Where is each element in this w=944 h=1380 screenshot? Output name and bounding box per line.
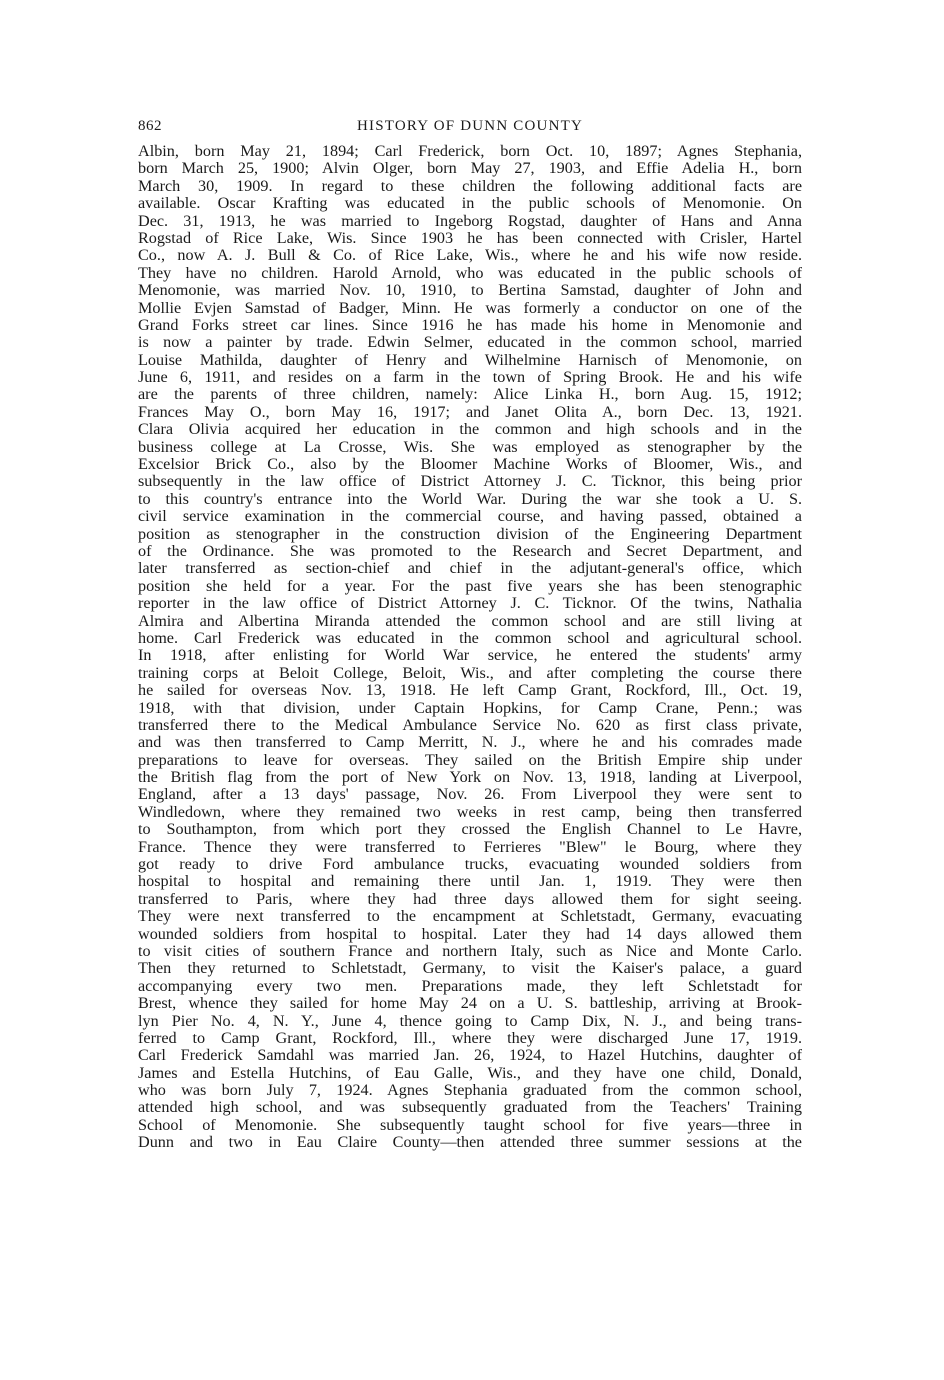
text-line: of the Ordinance. She was promoted to the Research and Secret Department, and: [138, 542, 802, 560]
text-line: Louise Mathilda, daughter of Henry and Wilhelmine Harnisch of Menomonie, on: [138, 351, 802, 369]
text-line: Frances May O., born May 16, 1917; and Janet Olita A., born Dec. 13, 1921.: [138, 403, 802, 421]
text-line: he sailed for overseas Nov. 13, 1918. He left Camp Grant, Rockford, Ill., Oct. 19,: [138, 682, 802, 700]
text-line: Grand Forks street car lines. Since 1916 he has made his home in Menomonie and: [138, 316, 802, 334]
text-line: Menomonie, was married Nov. 10, 1910, to Bertina Samstad, daughter of John and: [138, 282, 802, 300]
text-line: wounded soldiers from hospital to hospital. Later they had 14 days allowed them: [138, 925, 802, 943]
text-line: lyn Pier No. 4, N. Y., June 4, thence going to Camp Dix, N. J., and being trans-: [138, 1012, 802, 1030]
text-line: civil service examination in the commercial course, and having passed, obtained a: [138, 508, 802, 526]
page-number: 862: [138, 118, 162, 134]
text-line: Then they returned to Schletstadt, Germany, to visit the Kaiser's palace, a guard: [138, 960, 802, 978]
text-line: June 6, 1911, and resides on a farm in the town of Spring Brook. He and his wife: [138, 369, 802, 387]
text-line: Almira and Albertina Miranda attended the common school and are still living at: [138, 612, 802, 630]
text-line: France. Thence they were transferred to Ferrieres "Blew" le Bourg, where they: [138, 838, 802, 856]
text-line: home. Carl Frederick was educated in the common school and agricultural school.: [138, 629, 802, 647]
text-line: later transferred as section-chief and chief in the adjutant-general's office, which: [138, 560, 802, 578]
text-line: transferred there to the Medical Ambulance Service No. 620 as first class private,: [138, 716, 802, 734]
text-line: preparations to leave for overseas. They sailed on the British Empire ship under: [138, 751, 802, 769]
text-line: Windledown, where they remained two weeks in rest camp, being then transferred: [138, 803, 802, 821]
text-line: Carl Frederick Samdahl was married Jan. 26, 1924, to Hazel Hutchins, daughter of: [138, 1047, 802, 1065]
text-line: Rogstad of Rice Lake, Wis. Since 1903 he has been connected with Crisler, Hartel: [138, 229, 802, 247]
text-line: to visit cities of southern France and northern Italy, such as Nice and Monte Carlo.: [138, 942, 802, 960]
text-line: They were next transferred to the encampment at Schletstadt, Germany, evacuating: [138, 908, 802, 926]
text-line: ferred to Camp Grant, Rockford, Ill., where they were discharged June 17, 1919.: [138, 1029, 802, 1047]
text-line: available. Oscar Krafting was educated in the public schools of Menomonie. On: [138, 195, 802, 213]
text-line: who was born July 7, 1924. Agnes Stephania graduated from the common school,: [138, 1082, 802, 1100]
text-line: In 1918, after enlisting for World War service, he entered the students' army: [138, 647, 802, 665]
text-line: training corps at Beloit College, Beloit, Wis., and after completing the course there: [138, 664, 802, 682]
text-line: business college at La Crosse, Wis. She was employed as stenographer by the: [138, 438, 802, 456]
text-line: Brest, whence they sailed for home May 24 on a U. S. battleship, arriving at Brook-: [138, 995, 802, 1013]
text-line: 1918, with that division, under Captain Hopkins, for Camp Crane, Penn.; was: [138, 699, 802, 717]
text-line: are the parents of three children, namely: Alice Linka H., born Aug. 15, 1912;: [138, 386, 802, 404]
body-text: [138, 143, 802, 1152]
book-title: HISTORY OF DUNN COUNTY: [357, 118, 583, 134]
text-line: got ready to drive Ford ambulance trucks, evacuating wounded soldiers from: [138, 856, 802, 874]
text-line: attended high school, and was subsequently graduated from the Teachers' Training: [138, 1099, 802, 1117]
text-line: England, after a 13 days' passage, Nov. 26. From Liverpool they were sent to: [138, 786, 802, 804]
text-line: born March 25, 1900; Alvin Olger, born May 27, 1903, and Effie Adelia H., born: [138, 160, 802, 178]
running-head: [138, 118, 802, 142]
text-line: and was then transferred to Camp Merritt, N. J., where he and his comrades made: [138, 734, 802, 752]
text-line: to Southampton, from which port they crossed the English Channel to Le Havre,: [138, 821, 802, 839]
text-line: March 30, 1909. In regard to these children the following additional facts are: [138, 177, 802, 195]
text-line: James and Estella Hutchins, of Eau Galle, Wis., and they have one child, Donald,: [138, 1064, 802, 1082]
text-line: reporter in the law office of District Attorney J. C. Ticknor. Of the twins, Nathalia: [138, 595, 802, 613]
text-line: is now a painter by trade. Edwin Selmer, educated in the common school, married: [138, 334, 802, 352]
text-line: Excelsior Brick Co., also by the Bloomer Machine Works of Bloomer, Wis., and: [138, 456, 802, 474]
text-line: hospital to hospital and remaining there until Jan. 1, 1919. They were then: [138, 873, 802, 891]
text-line: Clara Olivia acquired her education in the common and high schools and in the: [138, 421, 802, 439]
text-line: Dec. 31, 1913, he was married to Ingeborg Rogstad, daughter of Hans and Anna: [138, 212, 802, 230]
text-line: accompanying every two men. Preparations made, they left Schletstadt for: [138, 977, 802, 995]
text-line: subsequently in the law office of District Attorney J. C. Ticknor, this being prior: [138, 473, 802, 491]
text-line: position as stenographer in the construction division of the Engineering Department: [138, 525, 802, 543]
text-line: the British flag from the port of New York on Nov. 13, 1918, landing at Liverpool,: [138, 769, 802, 787]
text-line: They have no children. Harold Arnold, who was educated in the public schools of: [138, 264, 802, 282]
text-line: Dunn and two in Eau Claire County—then attended three summer sessions at the: [138, 1134, 802, 1152]
text-line: School of Menomonie. She subsequently taught school for five years—three in: [138, 1116, 802, 1134]
text-line: Albin, born May 21, 1894; Carl Frederick, born Oct. 10, 1897; Agnes Stephania,: [138, 143, 802, 160]
text-line: Co., now A. J. Bull & Co. of Rice Lake, Wis., where he and his wife now reside.: [138, 247, 802, 265]
text-line: position she held for a year. For the past five years she has been stenographic: [138, 577, 802, 595]
text-line: Mollie Evjen Samstad of Badger, Minn. He was formerly a conductor on one of the: [138, 299, 802, 317]
text-line: to this country's entrance into the World War. During the war she took a U. S.: [138, 490, 802, 508]
text-line: transferred to Paris, where they had three days allowed them for sight seeing.: [138, 890, 802, 908]
